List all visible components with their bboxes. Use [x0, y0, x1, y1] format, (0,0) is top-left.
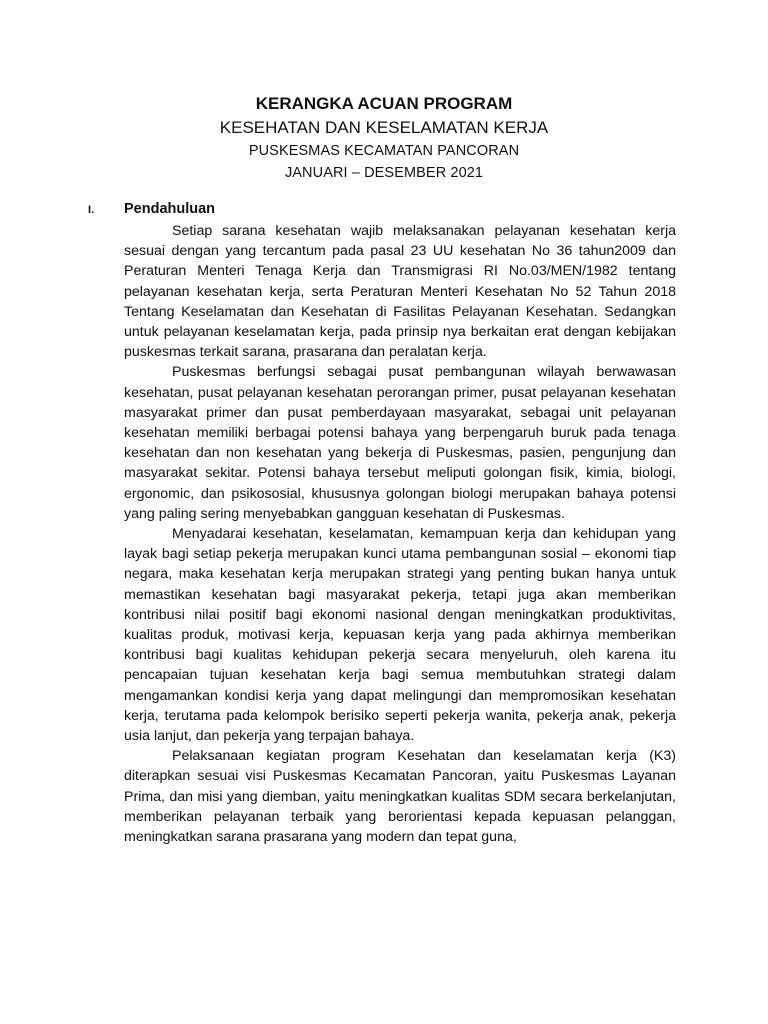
paragraph-2: Puskesmas berfungsi sebagai pusat pembangunan wilayah berwawasan kesehatan, pusat pelayanan kesehatan perorangan primer, pusat pelayanan kesehatan masyarakat primer dan pusat pemberdayaan masyarakat, sebagai unit pelayanan kesehatan memiliki berbagai potensi bahaya yang berpengaruh buruk pada tenaga kesehatan dan non kesehatan yang bekerja di Puskesmas, pasien, pengunjung dan masyarakat sekitar. Potensi bahaya tersebut meliputi golongan fisik, kimia, biologi, ergonomic, dan psikososial, khususnya golongan biologi merupakan bahaya potensi yang paling sering menyebabkan gangguan kesehatan di Puskesmas.	[124, 364, 676, 522]
paragraph-1: Setiap sarana kesehatan wajib melaksanakan pelayanan kesehatan kerja sesuai dengan yang tercantum pada pasal 23 UU kesehatan No 36 tahun2009 dan Peraturan Menteri Tenaga Kerja dan Transmigrasi RI No.03/MEN/1982 tentang pelayanan kesehatan kerja, serta Peraturan Menteri Kesehatan No 52 Tahun 2018 Tentang Keselamatan dan Kesehatan di Fasilitas Pelayanan Kesehatan. Sedangkan untuk pelayanan keselamatan kerja, pada prinsip nya berkaitan erat dengan kebijakan puskesmas terkait sarana, prasarana dan peralatan kerja.	[124, 223, 676, 361]
document-title: KERANGKA ACUAN PROGRAM	[255, 94, 513, 113]
period: JANUARI – DESEMBER 2021	[284, 165, 484, 181]
section-number: I.	[88, 204, 95, 216]
document-subtitle: KESEHATAN DAN KESELAMATAN KERJA	[219, 118, 549, 137]
section-body	[124, 221, 676, 847]
section-pendahuluan	[88, 201, 680, 847]
paragraph-4: Pelaksanaan kegiatan program Kesehatan dan keselamatan kerja (K3) diterapkan sesuai visi Puskesmas Kecamatan Pancoran, yaitu Puskesmas Layanan Prima, dan misi yang diemban, yaitu meningkatkan kualitas SDM secara berkelanjutan, memberikan pelayanan terbaik yang berorientasi kepada kepuasan pelanggan, meningkatkan sarana prasarana yang modern dan tepat guna,	[124, 748, 676, 846]
title-block	[0, 92, 768, 184]
institution-name: PUSKESMAS KECAMATAN PANCORAN	[248, 143, 520, 159]
paragraph-3: Menyadarai kesehatan, keselamatan, kemampuan kerja dan kehidupan yang layak bagi setiap pekerja merupakan kunci utama pembangunan sosial – ekonomi tiap negara, maka kesehatan kerja merupakan strategi yang penting bukan hanya untuk memastikan kesehatan bagi masyarakat pekerja, tetapi juga akan memberikan kontribusi nilai positif bagi ekonomi nasional dengan meningkatkan produktivitas, kualitas produk, motivasi kerja, kepuasan kerja yang pada akhirnya memberikan kontribusi bagi kualitas kehidupan pekerja secara menyeluruh, oleh karena itu pencapaian tujuan kesehatan kerja bagi semua membutuhkan strategi dalam mengamankan kondisi kerja yang dapat melingungi dan mempromosikan kesehatan kerja, terutama pada kelompok berisiko seperti pekerja wanita, pekerja anak, pekerja usia lanjut, dan pekerja yang terpajan bahaya.	[124, 526, 676, 745]
section-title: Pendahuluan	[124, 201, 216, 217]
section-heading	[88, 201, 680, 221]
